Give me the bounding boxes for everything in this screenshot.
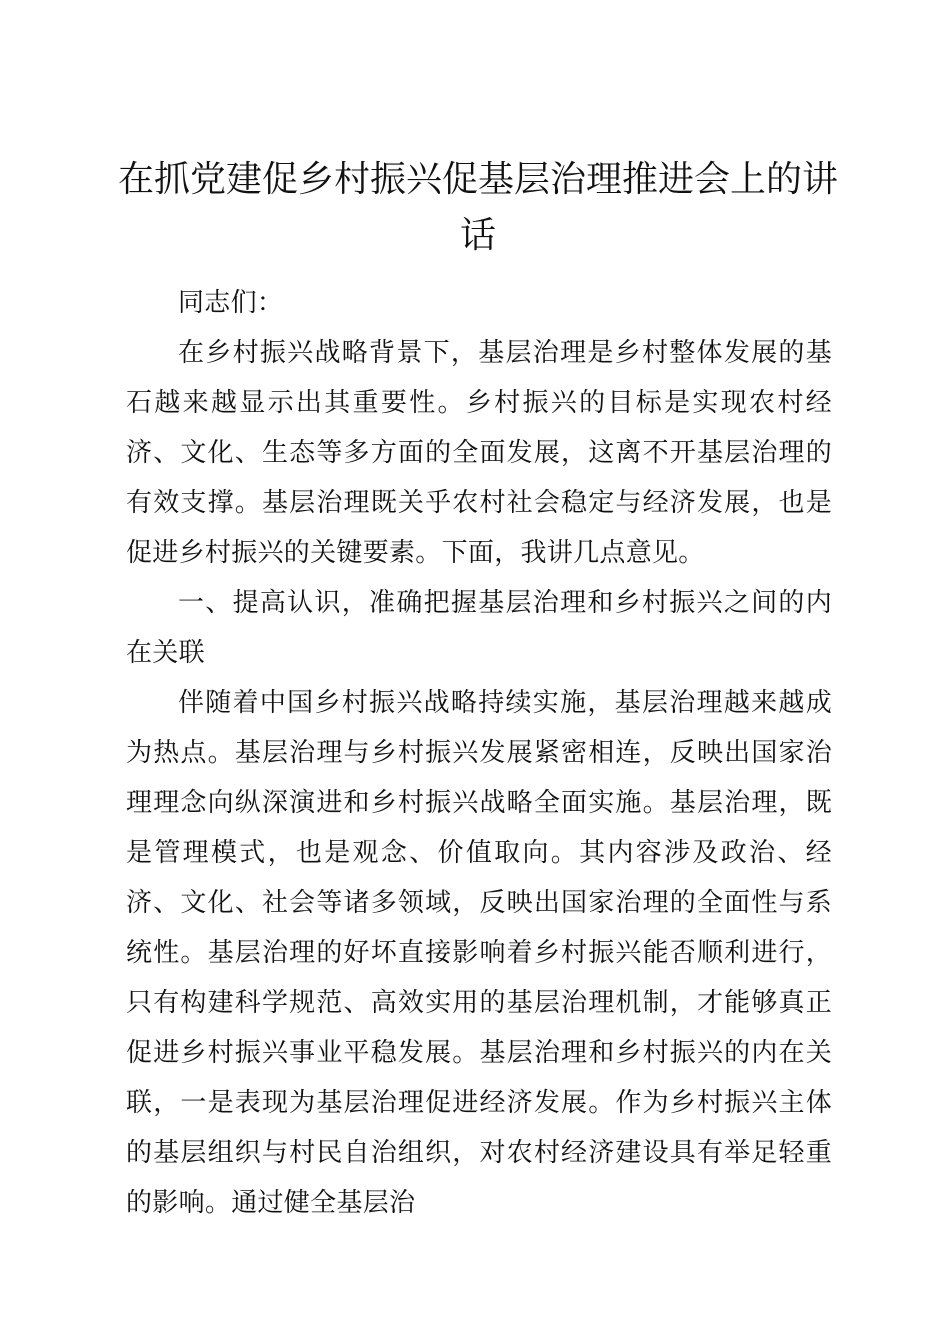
document-body: [126, 278, 832, 1228]
section-heading-1: 一、提高认识，准确把握基层治理和乡村振兴之间的内在关联: [126, 588, 832, 668]
paragraph-section-1: 伴随着中国乡村振兴战略持续实施，基层治理越来越成为热点。基层治理与乡村振兴发展紧密相连，反映出国家治理理念向纵深演进和乡村振兴战略全面实施。基层治理，既是管理模式，也是观念、价值取向。其内容涉及政治、经济、文化、社会等诸多领域，反映出国家治理的全面性与系统性。基层治理的好坏直接影响着乡村振兴能否顺利进行，只有构建科学规范、高效实用的基层治理机制，才能够真正促进乡村振兴事业平稳发展。基层治理和乡村振兴的内在关联，一是表现为基层治理促进经济发展。作为乡村振兴主体的基层组织与村民自治组织，对农村经济建设具有举足轻重的影响。通过健全基层治: [126, 688, 832, 1218]
salutation: 同志们：: [178, 288, 284, 318]
paragraph-intro: 在乡村振兴战略背景下，基层治理是乡村整体发展的基石越来越显示出其重要性。乡村振兴的目标是实现农村经济、文化、生态等多方面的全面发展，这离不开基层治理的有效支撑。基层治理既关乎农村社会稳定与经济发展，也是促进乡村振兴的关键要素。下面，我讲几点意见。: [126, 338, 832, 568]
document-title: 在抓党建促乡村振兴促基层治理推进会上的讲话: [118, 159, 839, 256]
